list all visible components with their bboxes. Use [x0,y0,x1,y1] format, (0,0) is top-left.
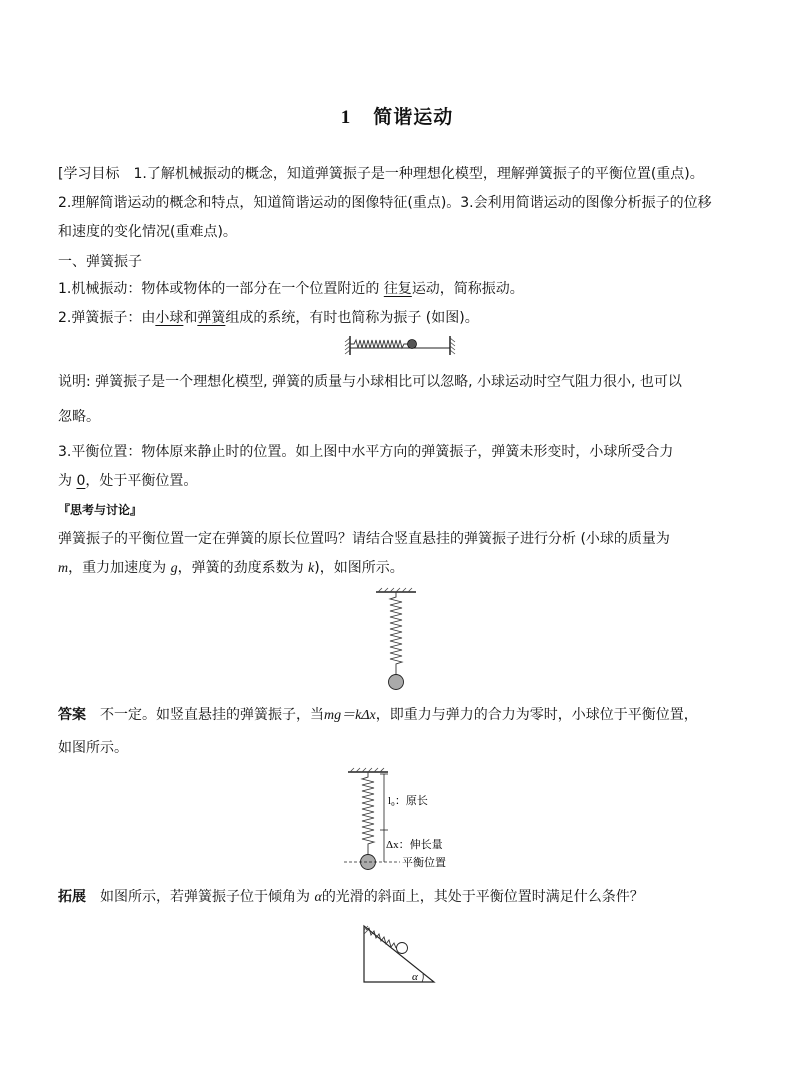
vertical-spring [390,592,402,674]
q-end: )，如图所示。 [314,560,404,576]
learning-goals-line3: 和速度的变化情况(重难点)。 [58,224,237,240]
def2-mid: 和 [183,310,198,326]
def2-key2: 弹簧 [197,310,226,326]
extension-line [58,887,748,908]
page-title [0,102,794,129]
def1-key: 往复 [383,281,412,297]
answer-text-prefix: 不一定。如竖直悬挂的弹簧振子，当 [86,707,324,723]
answer-label: 答案 [58,707,86,723]
def2-key1: 小球 [155,310,184,326]
answer-formula: mg＝kΔx [324,708,376,723]
l0-label: l₀：原长 [388,795,428,807]
q-mid2: ，弹簧的劲度系数为 [177,560,309,576]
def3-key: 0 [76,473,86,489]
def3-suffix: ，处于平衡位置。 [85,473,198,489]
incline-ball [397,943,408,954]
horizontal-spring-figure [340,333,460,359]
horizontal-spring [350,340,408,348]
extension-text-suffix: 的光滑的斜面上，其处于平衡位置时满足什么条件？ [321,889,644,905]
answer-line2: 如图所示。 [58,740,128,756]
section-heading: 一、弹簧振子 [58,254,142,270]
dx-label: Δx：伸长量 [386,839,443,851]
def1-suffix: 运动，简称振动。 [411,281,524,297]
title-number: 1 [340,107,352,128]
def1-prefix: 1.机械振动：物体或物体的一部分在一个位置附近的 [58,281,384,297]
definition-equilibrium-line2 [58,471,748,491]
angle-arc [422,974,423,982]
answer-line1 [58,705,748,726]
title-text: 简谐运动 [373,106,454,128]
def2-suffix: 组成的系统，有时也简称为振子 (如图)。 [225,310,479,326]
definition-spring-oscillator [58,308,748,328]
alpha-symbol: α [314,890,322,905]
vertical-spring-figure [372,588,422,692]
learning-goals-line2: 2.理解简谐运动的概念和特点，知道简谐运动的图像特征(重点)。3.会利用简谐运动的图像分析振子的位移 [58,195,712,211]
think-heading: 『思考与讨论』 [58,503,143,517]
var-m: m [58,561,69,576]
note-line1: 说明: 弹簧振子是一个理想化模型, 弹簧的质量与小球相比可以忽略, 小球运动时空气阻力很小, 也可以 [58,374,682,390]
learning-goals-line1: [学习目标 1.了解机械振动的概念，知道弹簧振子是一种理想化模型，理解弹簧振子的平衡位置(重点)。 [58,166,704,182]
ball [408,340,417,349]
var-g: g [170,561,178,576]
incline-figure [360,922,438,986]
equilibrium-label: 平衡位置 [402,857,446,869]
def2-prefix: 2.弹簧振子：由 [58,310,156,326]
def3-prefix: 为 [58,473,77,489]
angle-label: α [412,971,418,983]
vertical-spring [362,772,374,854]
note-line2: 忽略。 [58,409,100,425]
q-mid1: ，重力加速度为 [68,560,171,576]
definition-vibration [58,279,748,299]
equilibrium-figure [340,768,460,872]
definition-equilibrium-line1: 3.平衡位置：物体原来静止时的位置。如上图中水平方向的弹簧振子，弹簧未形变时，小球所受合力 [58,444,674,460]
hanging-ball [361,855,376,870]
question-line2 [58,558,748,579]
answer-text-suffix: ，即重力与弹力的合力为零时，小球位于平衡位置， [375,707,698,723]
question-line1: 弹簧振子的平衡位置一定在弹簧的原长位置吗？请结合竖直悬挂的弹簧振子进行分析 (小球的质量为 [58,531,670,547]
incline-triangle [364,926,434,982]
extension-text-prefix: 如图所示，若弹簧振子位于倾角为 [86,889,315,905]
hanging-ball [389,675,404,690]
var-k: k [308,561,315,576]
extension-label: 拓展 [58,889,86,905]
